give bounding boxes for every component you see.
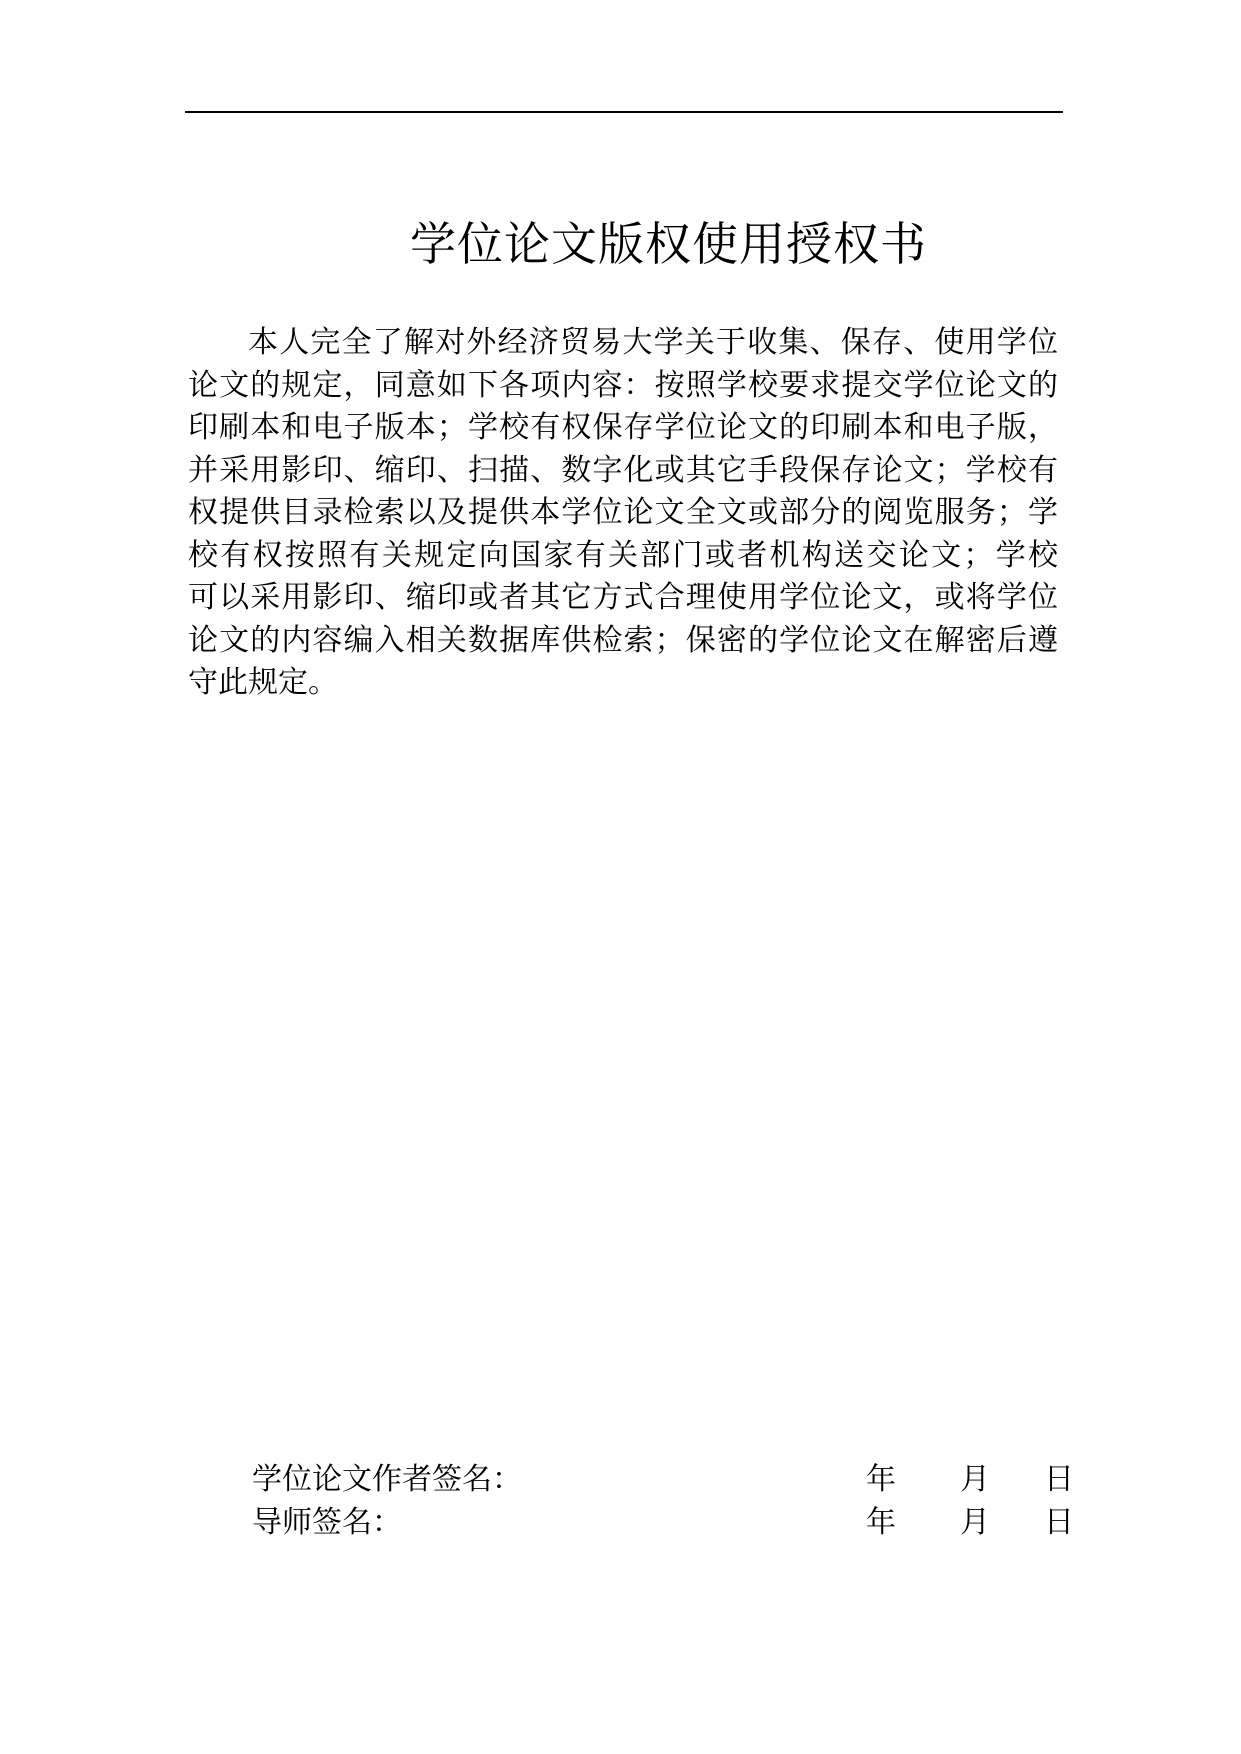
body-line: 论文的内容编入相关数据库供检索；保密的学位论文在解密后遵 (188, 622, 1058, 658)
body-line: 印刷本和电子版本；学校有权保存学位论文的印刷本和电子版， (188, 410, 1058, 445)
body-line: 守此规定。 (188, 665, 338, 700)
advisor-date-year: 年 (866, 1505, 896, 1540)
author-signature-label: 学位论文作者签名： (252, 1462, 522, 1497)
advisor-date-month: 月 (960, 1505, 990, 1540)
advisor-signature-label: 导师签名： (252, 1505, 402, 1540)
author-date-day: 日 (1044, 1462, 1074, 1497)
document-title: 学位论文版权使用授权书 (410, 217, 927, 271)
body-line: 并采用影印、缩印、扫描、数字化或其它手段保存论文；学校有 (188, 452, 1058, 488)
authorization-body (188, 322, 1058, 705)
body-line: 可以采用影印、缩印或者其它方式合理使用学位论文，或将学位 (188, 580, 1058, 615)
body-line: 论文的规定，同意如下各项内容：按照学校要求提交学位论文的 (188, 367, 1058, 403)
author-signature-row (252, 1458, 1074, 1502)
advisor-date-day: 日 (1044, 1505, 1074, 1540)
author-date-month: 月 (960, 1462, 990, 1497)
header-rule (185, 111, 1063, 113)
body-line: 权提供目录检索以及提供本学位论文全文或部分的阅览服务；学 (188, 495, 1058, 530)
author-date-year: 年 (866, 1462, 896, 1497)
advisor-signature-row (252, 1501, 1074, 1545)
body-line: 本人完全了解对外经济贸易大学关于收集、保存、使用学位 (248, 325, 1058, 360)
body-line: 校有权按照有关规定向国家有关部门或者机构送交论文；学校 (188, 537, 1058, 573)
